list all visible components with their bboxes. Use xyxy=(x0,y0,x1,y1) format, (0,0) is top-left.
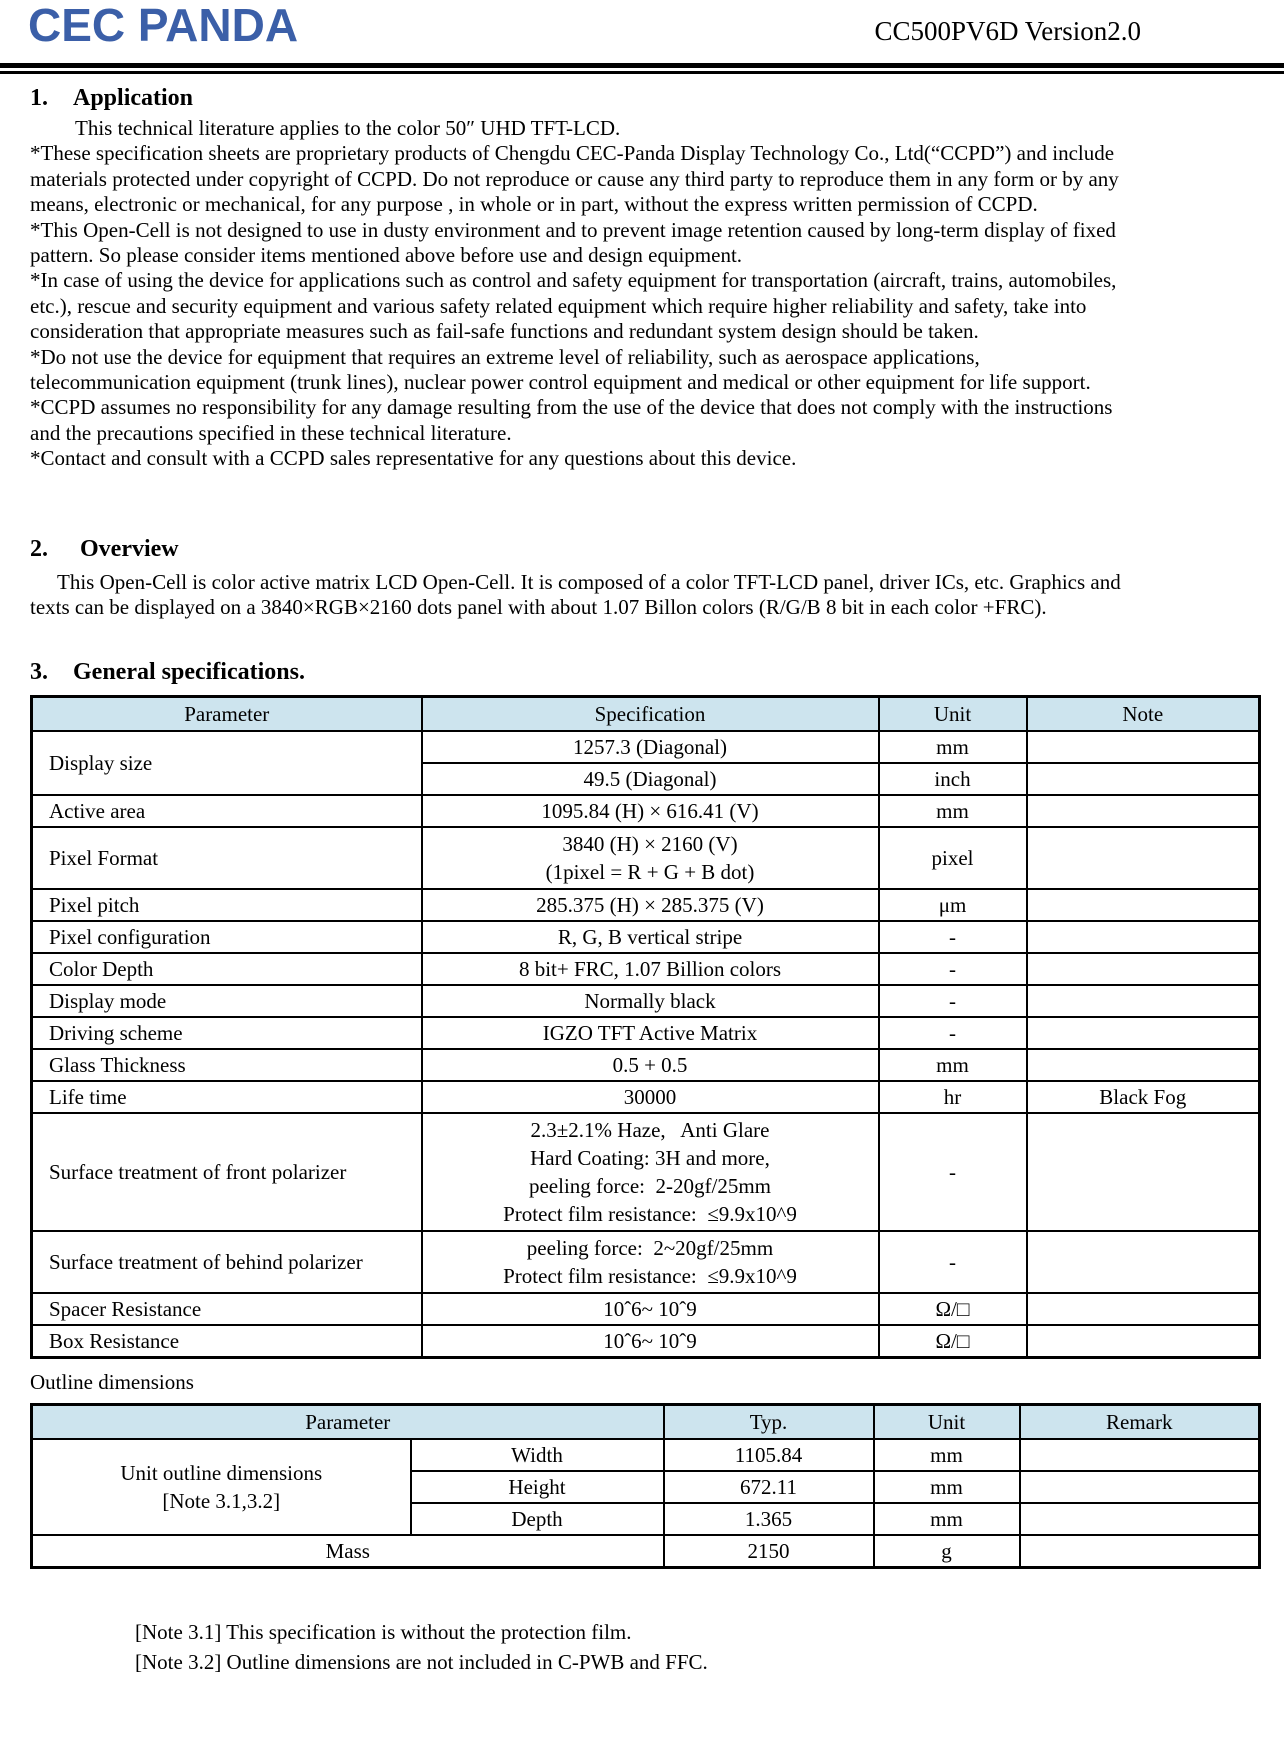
table-cell xyxy=(1027,763,1260,795)
table-cell: - xyxy=(879,953,1027,985)
cell-line: [Note 3.1,3.2] xyxy=(162,1488,281,1513)
application-intro: This technical literature applies to the color 50″ UHD TFT-LCD. xyxy=(75,116,621,140)
table-cell xyxy=(1020,1535,1260,1568)
table-cell: Ω/□ xyxy=(879,1325,1027,1358)
table-row xyxy=(32,1081,1260,1113)
application-paragraph: *These specification sheets are proprietary products of Chengdu CEC-Panda Display Technology Co., Ltd(“CCPD”) and include materials protected under copyright of CCPD. Do not reproduce or cause any third party to reproduce them in any form or by any means, electronic or mechanical, for any purpose , in whole or in part, without the express written permission of CCPD. xyxy=(30,141,1119,217)
table-row xyxy=(32,921,1260,953)
application-paragraph: *This Open-Cell is not designed to use in dusty environment and to prevent image retention caused by long-term display of fixed pattern. So please consider items mentioned above before use and design equipment. xyxy=(30,217,1116,268)
outline-dimensions-table xyxy=(30,1403,1261,1569)
table-cell xyxy=(32,1439,411,1535)
table-cell xyxy=(1027,731,1260,763)
table-cell: 1105.84 xyxy=(664,1439,874,1471)
table-row xyxy=(32,1293,1260,1325)
table-cell: g xyxy=(874,1535,1020,1568)
note-3-2: [Note 3.2] Outline dimensions are not included in C-PWB and FFC. xyxy=(135,1649,708,1674)
table-cell: mm xyxy=(879,1049,1027,1081)
table-cell: Normally black xyxy=(422,985,879,1017)
table-row xyxy=(32,1017,1260,1049)
table-cell: μm xyxy=(879,889,1027,921)
column-header: Unit xyxy=(874,1404,1020,1439)
cell-line: (1pixel = R + G + B dot) xyxy=(545,859,755,884)
section-1-title: Application xyxy=(73,85,194,111)
section-1-number: 1. xyxy=(30,85,48,111)
general-specifications-table xyxy=(30,695,1261,1359)
table-cell: IGZO TFT Active Matrix xyxy=(422,1017,879,1049)
table-row xyxy=(32,1231,1260,1293)
table-cell: mm xyxy=(874,1471,1020,1503)
section-2-heading xyxy=(30,534,1258,564)
table-cell: Pixel Format xyxy=(32,827,422,889)
table-cell: Display mode xyxy=(32,985,422,1017)
table-cell: R, G, B vertical stripe xyxy=(422,921,879,953)
table-row xyxy=(32,1535,1260,1568)
cec-panda-logo: CEC PANDA xyxy=(28,0,299,51)
cell-line: Protect film resistance: ≤9.9x10^9 xyxy=(503,1201,797,1226)
application-text-block xyxy=(30,116,1127,472)
table-row xyxy=(32,985,1260,1017)
table-header-row xyxy=(32,1404,1260,1439)
table-row xyxy=(32,795,1260,827)
application-paragraph: *CCPD assumes no responsibility for any damage resulting from the use of the device that does not comply with the instructions and the precautions specified in these technical literature. xyxy=(30,395,1113,445)
section-2-title: Overview xyxy=(80,535,179,562)
section-3-number: 3. xyxy=(30,658,48,685)
table-cell: Ω/□ xyxy=(879,1293,1027,1325)
table-cell xyxy=(422,1113,879,1231)
notes-block xyxy=(135,1617,1258,1677)
table-cell xyxy=(1027,953,1260,985)
table-row xyxy=(32,827,1260,889)
table-cell: hr xyxy=(879,1081,1027,1113)
table-cell xyxy=(1027,985,1260,1017)
cell-line: Unit outline dimensions xyxy=(120,1460,323,1485)
table-cell: 10ˆ6~ 10ˆ9 xyxy=(422,1325,879,1358)
table-cell: Depth xyxy=(411,1503,664,1535)
overview-text-block xyxy=(30,570,1127,621)
table-cell: Life time xyxy=(32,1081,422,1113)
table-cell: Surface treatment of front polarizer xyxy=(32,1113,422,1231)
table-cell: 1.365 xyxy=(664,1503,874,1535)
section-3-title: General specifications. xyxy=(73,658,305,685)
table-cell: - xyxy=(879,921,1027,953)
table-cell: Color Depth xyxy=(32,953,422,985)
table-cell: Black Fog xyxy=(1027,1081,1260,1113)
table-cell: 2150 xyxy=(664,1535,874,1568)
table-row xyxy=(32,889,1260,921)
table-row xyxy=(32,1325,1260,1358)
table-row xyxy=(32,731,1260,763)
table-cell xyxy=(1027,795,1260,827)
page-content xyxy=(30,83,1258,1677)
column-header: Note xyxy=(1027,696,1260,731)
table-cell: mm xyxy=(874,1439,1020,1471)
column-header: Parameter xyxy=(32,1404,664,1439)
table-cell: - xyxy=(879,985,1027,1017)
section-2-number: 2. xyxy=(30,535,48,562)
cell-line: Protect film resistance: ≤9.9x10^9 xyxy=(503,1263,797,1288)
note-3-1: [Note 3.1] This specification is without the protection film. xyxy=(135,1619,632,1644)
cell-line: peeling force: 2-20gf/25mm xyxy=(528,1173,771,1198)
table-cell: 0.5 + 0.5 xyxy=(422,1049,879,1081)
table-cell xyxy=(1027,1113,1260,1231)
table-cell: Height xyxy=(411,1471,664,1503)
cell-line: 3840 (H) × 2160 (V) xyxy=(562,831,738,856)
overview-paragraph: This Open-Cell is color active matrix LCD Open-Cell. It is composed of a color TFT-LCD panel, driver ICs, etc. Graphics and texts can be displayed on a 3840×RGB×2160 dots panel with about 1.07 Billon colors (R/G/B 8 bit in each color +FRC). xyxy=(30,569,1121,620)
cell-line: Hard Coating: 3H and more, xyxy=(530,1145,770,1170)
table-cell: Display size xyxy=(32,731,422,795)
table-cell: - xyxy=(879,1113,1027,1231)
table-cell: pixel xyxy=(879,827,1027,889)
cell-line: 2.3±2.1% Haze, Anti Glare xyxy=(530,1117,770,1142)
document-version-title: CC500PV6D Version2.0 xyxy=(874,16,1141,46)
table-cell: mm xyxy=(874,1503,1020,1535)
table-cell xyxy=(1020,1471,1260,1503)
table-cell: 10ˆ6~ 10ˆ9 xyxy=(422,1293,879,1325)
table-cell xyxy=(1020,1503,1260,1535)
table-cell: 672.11 xyxy=(664,1471,874,1503)
table-cell: Glass Thickness xyxy=(32,1049,422,1081)
column-header: Unit xyxy=(879,696,1027,731)
table-row xyxy=(32,1439,1260,1471)
table-cell: 1257.3 (Diagonal) xyxy=(422,731,879,763)
table-row xyxy=(32,1113,1260,1231)
table-cell: Pixel configuration xyxy=(32,921,422,953)
table-cell xyxy=(422,1231,879,1293)
table-cell: inch xyxy=(879,763,1027,795)
outline-dimensions-label: Outline dimensions xyxy=(30,1369,194,1394)
table-cell: Box Resistance xyxy=(32,1325,422,1358)
table-row xyxy=(32,1049,1260,1081)
table-cell xyxy=(422,827,879,889)
table-cell: Surface treatment of behind polarizer xyxy=(32,1231,422,1293)
table-cell xyxy=(1027,1049,1260,1081)
section-1-heading xyxy=(30,83,1258,113)
table-cell: Active area xyxy=(32,795,422,827)
table-cell xyxy=(1027,921,1260,953)
column-header: Remark xyxy=(1020,1404,1260,1439)
table-cell: 1095.84 (H) × 616.41 (V) xyxy=(422,795,879,827)
table-cell: 30000 xyxy=(422,1081,879,1113)
application-paragraph: *In case of using the device for applications such as control and safety equipment for transportation (aircraft, trains, automobiles, etc.), rescue and security equipment and various safety related equipment which require higher reliability and safety, take into consideration that appropriate measures such as fail-safe functions and redundant system design should be taken. xyxy=(30,268,1117,344)
table-cell xyxy=(1020,1439,1260,1471)
table-header-row xyxy=(32,696,1260,731)
table-cell: Mass xyxy=(32,1535,664,1568)
table-cell xyxy=(1027,1231,1260,1293)
table-cell: Width xyxy=(411,1439,664,1471)
table-row xyxy=(32,953,1260,985)
table-cell: 8 bit+ FRC, 1.07 Billion colors xyxy=(422,953,879,985)
table-cell xyxy=(1027,889,1260,921)
table-cell: - xyxy=(879,1231,1027,1293)
column-header: Parameter xyxy=(32,696,422,731)
table-cell: - xyxy=(879,1017,1027,1049)
table-cell xyxy=(1027,1325,1260,1358)
table-cell: mm xyxy=(879,795,1027,827)
table-cell: mm xyxy=(879,731,1027,763)
table-cell: Pixel pitch xyxy=(32,889,422,921)
cell-line: peeling force: 2~20gf/25mm xyxy=(526,1235,774,1260)
table-cell: Driving scheme xyxy=(32,1017,422,1049)
section-3-heading xyxy=(30,657,1258,687)
application-paragraph: *Contact and consult with a CCPD sales representative for any questions about this device. xyxy=(30,446,797,471)
table-cell xyxy=(1027,827,1260,889)
header-divider xyxy=(0,63,1284,74)
table-cell: Spacer Resistance xyxy=(32,1293,422,1325)
column-header: Typ. xyxy=(664,1404,874,1439)
table-cell: 49.5 (Diagonal) xyxy=(422,763,879,795)
table-cell xyxy=(1027,1293,1260,1325)
application-paragraph: *Do not use the device for equipment that requires an extreme level of reliability, such as aerospace applications, telecommunication equipment (trunk lines), nuclear power control equipment and medical or other equipment for life support. xyxy=(30,344,1091,395)
column-header: Specification xyxy=(422,696,879,731)
table-cell xyxy=(1027,1017,1260,1049)
table-cell: 285.375 (H) × 285.375 (V) xyxy=(422,889,879,921)
page-header xyxy=(0,0,1284,63)
